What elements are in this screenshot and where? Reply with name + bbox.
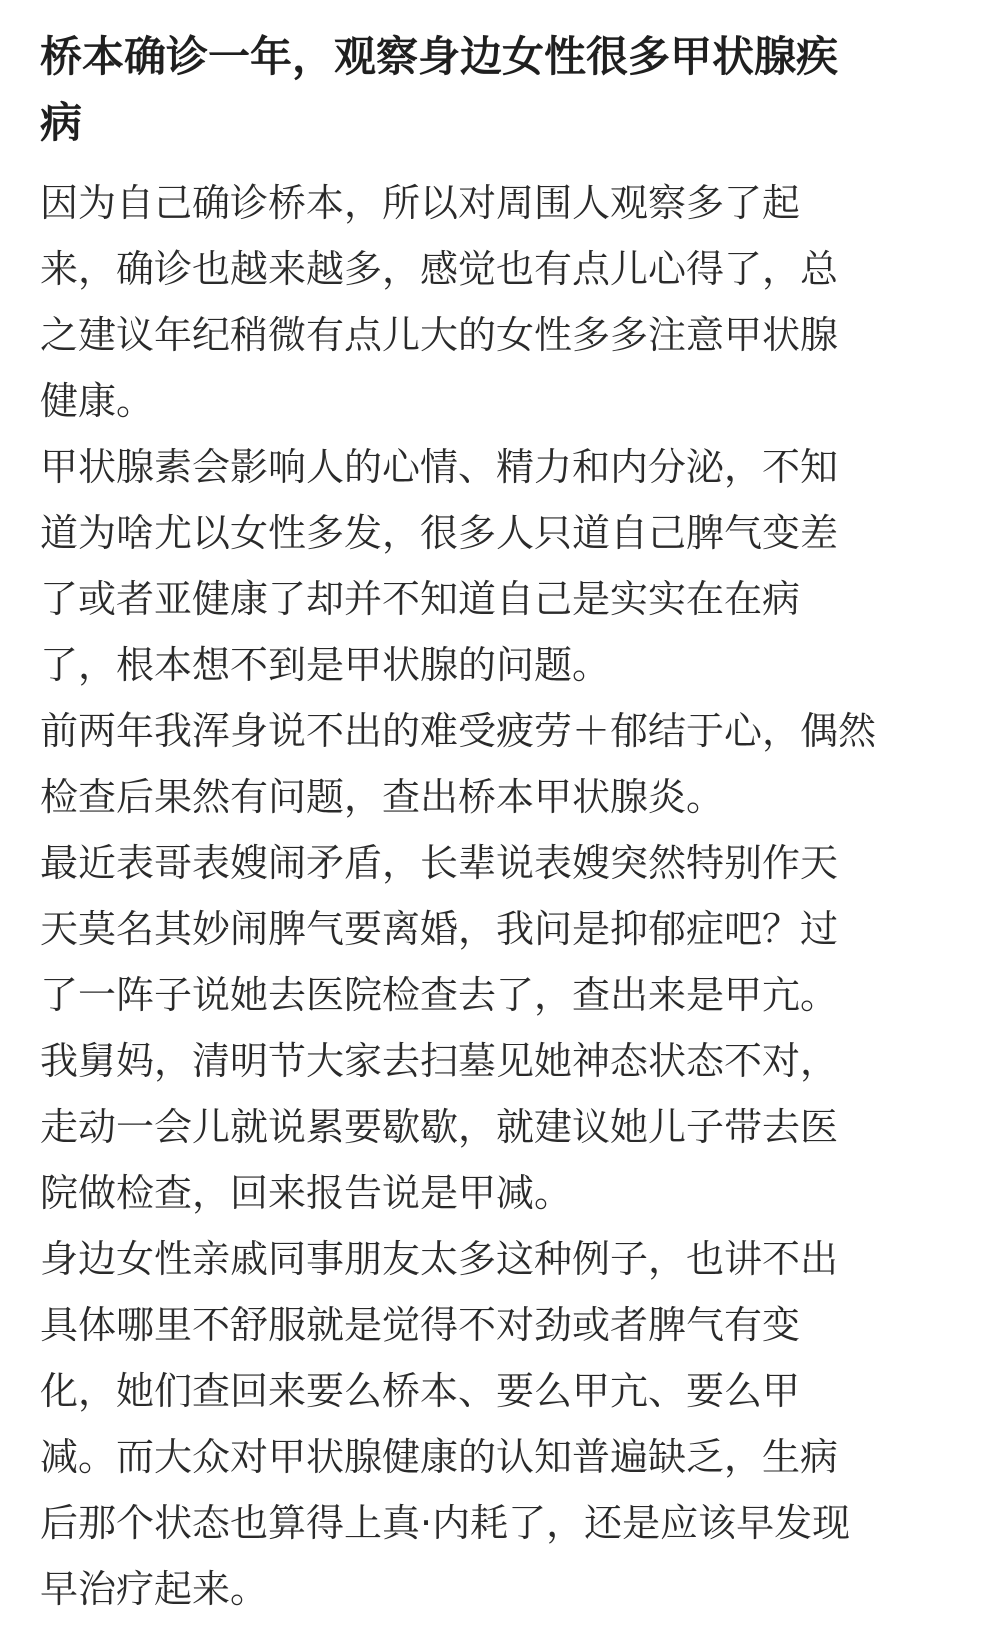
post-body (40, 170, 975, 1622)
body-line: 身边女性亲戚同事朋友太多这种例子，也讲不出 (40, 1237, 839, 1281)
title-line: 桥本确诊一年，观察身边女性很多甲状腺疾 (40, 32, 839, 81)
post-container (40, 24, 975, 1622)
body-line: 天莫名其妙闹脾气要离婚，我问是抑郁症吧？过 (40, 907, 839, 951)
body-line: 减。而大众对甲状腺健康的认知普遍缺乏，生病 (40, 1435, 839, 1479)
body-line: 走动一会儿就说累要歇歇，就建议她儿子带去医 (40, 1105, 839, 1149)
body-line: 道为啥尤以女性多发，很多人只道自己脾气变差 (40, 511, 839, 555)
body-line: 化，她们查回来要么桥本、要么甲亢、要么甲 (40, 1369, 801, 1413)
body-line: 我舅妈，清明节大家去扫墓见她神态状态不对， (40, 1039, 839, 1083)
body-line: 检查后果然有问题，查出桥本甲状腺炎。 (40, 775, 725, 819)
body-line: 了或者亚健康了却并不知道自己是实实在在病 (40, 577, 801, 621)
body-line: 后那个状态也算得上真·内耗了，还是应该早发现 (40, 1501, 851, 1545)
body-line: 前两年我浑身说不出的难受疲劳＋郁结于心，偶然 (40, 709, 877, 753)
body-line: 最近表哥表嫂闹矛盾，长辈说表嫂突然特别作天 (40, 841, 839, 885)
body-line: 来，确诊也越来越多，感觉也有点儿心得了，总 (40, 247, 839, 291)
body-line: 甲状腺素会影响人的心情、精力和内分泌，不知 (40, 445, 839, 489)
body-line: 具体哪里不舒服就是觉得不对劲或者脾气有变 (40, 1303, 801, 1347)
body-line: 之建议年纪稍微有点儿大的女性多多注意甲状腺 (40, 313, 839, 357)
body-line: 健康。 (40, 379, 155, 423)
title-line: 病 (40, 98, 83, 147)
body-line: 因为自己确诊桥本，所以对周围人观察多了起 (40, 181, 801, 225)
body-line: 了，根本想不到是甲状腺的问题。 (40, 643, 611, 687)
post-title (40, 24, 975, 156)
body-line: 了一阵子说她去医院检查去了，查出来是甲亢。 (40, 973, 839, 1017)
body-line: 院做检查，回来报告说是甲减。 (40, 1171, 573, 1215)
body-line: 早治疗起来。 (40, 1567, 269, 1611)
